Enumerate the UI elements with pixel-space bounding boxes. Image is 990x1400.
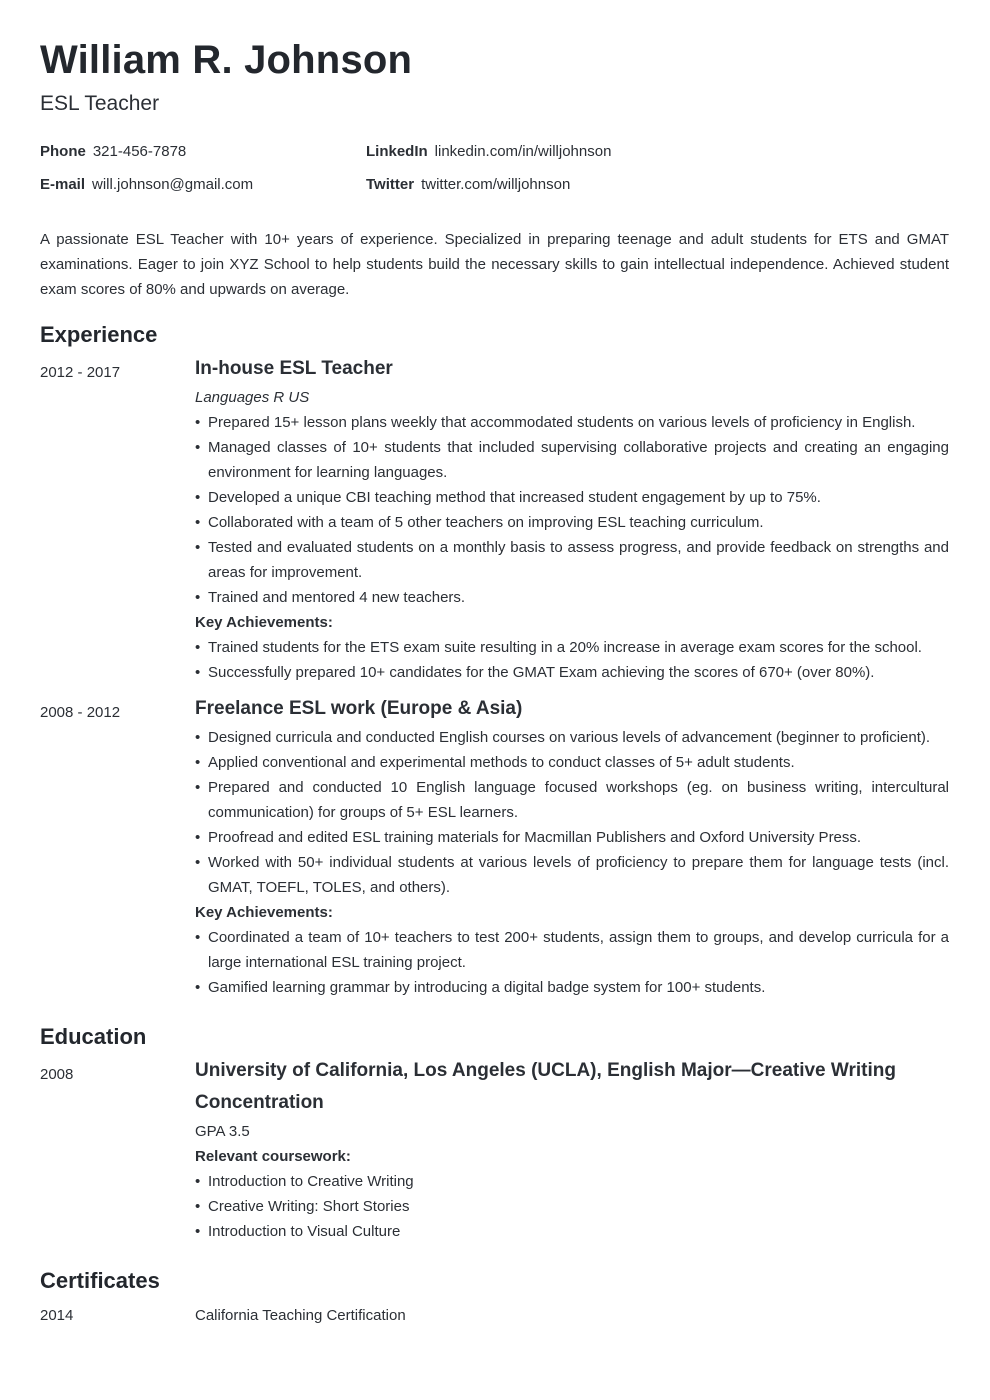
email-label: E-mail xyxy=(40,176,86,193)
twitter-label: Twitter xyxy=(366,176,415,193)
certificate-name: California Teaching Certification xyxy=(195,1307,406,1324)
entry-dates: 2008 - 2012 xyxy=(40,704,121,721)
list-item: • Trained and mentored 4 new teachers. xyxy=(195,585,949,610)
responsibilities-list xyxy=(195,410,949,610)
list-item: • Tested and evaluated students on a monthly basis to assess progress, and provide feedback on strengths and areas for improvement. xyxy=(195,535,949,585)
list-item: • Trained students for the ETS exam suite resulting in a 20% increase in average exam scores for the school. xyxy=(195,635,949,660)
phone-value: 321-456-7878 xyxy=(92,143,187,160)
twitter-value: twitter.com/willjohnson xyxy=(421,176,571,193)
certificates-heading: Certificates xyxy=(40,1268,160,1293)
linkedin-value: linkedin.com/in/willjohnson xyxy=(434,143,612,160)
achievements-list xyxy=(195,925,949,1000)
list-item: • Applied conventional and experimental methods to conduct classes of 5+ adult students. xyxy=(195,750,949,775)
job-title: ESL Teacher xyxy=(40,92,160,115)
list-item: • Prepared 15+ lesson plans weekly that accommodated students on various levels of proficiency in English. xyxy=(195,410,949,435)
linkedin-label: LinkedIn xyxy=(366,143,428,160)
entry-company: Languages R US xyxy=(195,389,310,406)
list-item: • Successfully prepared 10+ candidates for the GMAT Exam achieving the scores of 670+ (over 80%). xyxy=(195,660,949,685)
entry-dates: 2012 - 2017 xyxy=(40,364,121,381)
coursework-label: Relevant coursework: xyxy=(195,1148,351,1165)
education-degree: University of California, Los Angeles (UCLA), English Major—Creative Writing Concentration xyxy=(195,1060,896,1113)
list-item: • Collaborated with a team of 5 other teachers on improving ESL teaching curriculum. xyxy=(195,510,949,535)
contact-phone xyxy=(40,142,186,162)
list-item: • Introduction to Visual Culture xyxy=(195,1219,949,1244)
contact-twitter xyxy=(366,175,570,195)
list-item: • Proofread and edited ESL training materials for Macmillan Publishers and Oxford University Press. xyxy=(195,825,949,850)
list-item: • Creative Writing: Short Stories xyxy=(195,1194,949,1219)
education-gpa: GPA 3.5 xyxy=(195,1123,250,1140)
list-item: • Worked with 50+ individual students at various levels of proficiency to prepare them for language tests (incl. GMAT, TOEFL, TOLES, and others). xyxy=(195,850,949,900)
achievements-list xyxy=(195,635,949,685)
summary-paragraph: A passionate ESL Teacher with 10+ years of experience. Specialized in preparing teenage and adult students for ETS and GMAT examinations. Eager to join XYZ School to help students build the necessary skills to gain intellectual independence. Achieved student exam scores of 80% and upwards on average. xyxy=(40,231,949,298)
entry-title: Freelance ESL work (Europe & Asia) xyxy=(195,698,523,719)
certificate-date: 2014 xyxy=(40,1307,74,1324)
list-item: • Coordinated a team of 10+ teachers to test 200+ students, assign them to groups, and develop curricula for a large international ESL training project. xyxy=(195,925,949,975)
achievements-label: Key Achievements: xyxy=(195,614,333,631)
list-item: • Introduction to Creative Writing xyxy=(195,1169,949,1194)
education-date: 2008 xyxy=(40,1066,74,1083)
list-item: • Prepared and conducted 10 English language focused workshops (eg. on business writing, intercultural communication) for groups of 5+ ESL learners. xyxy=(195,775,949,825)
list-item: • Developed a unique CBI teaching method that increased student engagement by up to 75%. xyxy=(195,485,949,510)
coursework-list xyxy=(195,1169,949,1244)
list-item: • Gamified learning grammar by introducing a digital badge system for 100+ students. xyxy=(195,975,949,1000)
phone-label: Phone xyxy=(40,143,86,160)
education-heading: Education xyxy=(40,1024,147,1049)
entry-title: In-house ESL Teacher xyxy=(195,358,393,379)
contact-linkedin xyxy=(366,142,611,162)
contact-email xyxy=(40,175,253,195)
email-value: will.johnson@gmail.com xyxy=(92,176,254,193)
list-item: • Managed classes of 10+ students that included supervising collaborative projects and creating an engaging environment for learning languages. xyxy=(195,435,949,485)
experience-heading: Experience xyxy=(40,322,158,347)
candidate-name: William R. Johnson xyxy=(40,38,413,82)
responsibilities-list xyxy=(195,725,949,900)
list-item: • Designed curricula and conducted English courses on various levels of advancement (beginner to proficient). xyxy=(195,725,949,750)
achievements-label: Key Achievements: xyxy=(195,904,333,921)
